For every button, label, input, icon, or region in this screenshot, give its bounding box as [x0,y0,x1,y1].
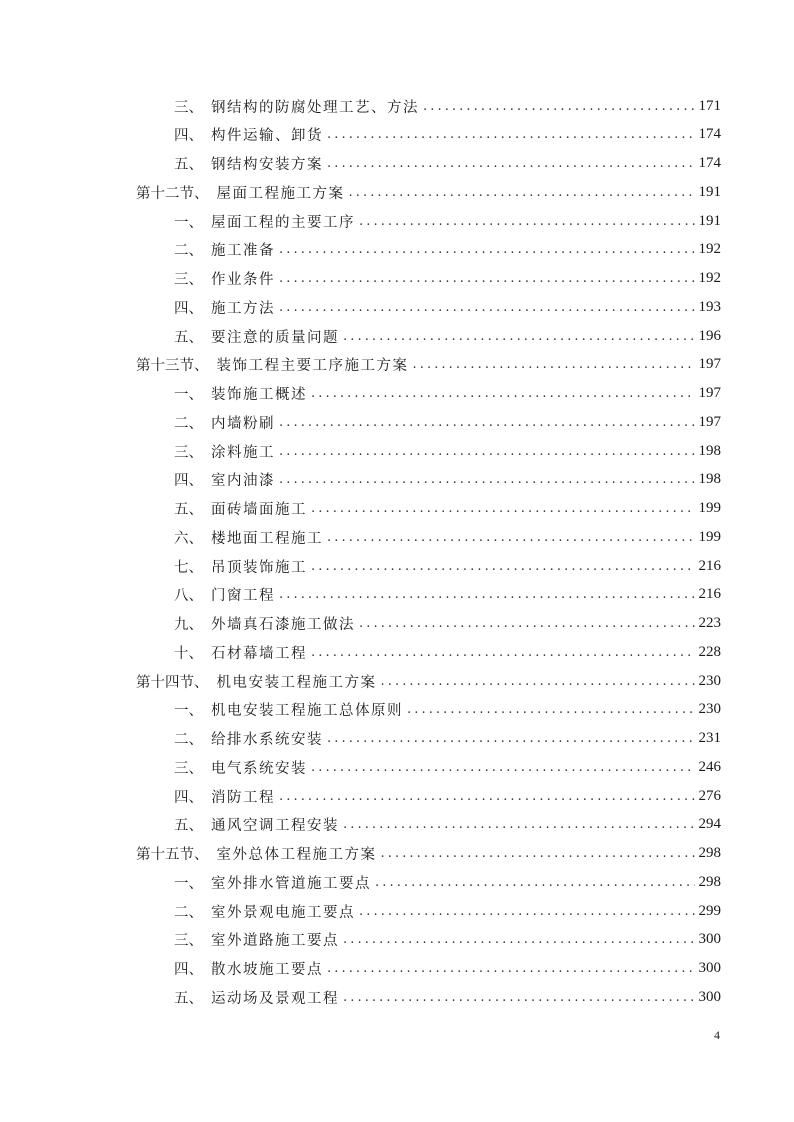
toc-entry-title: 通风空调工程安装 [211,818,339,835]
toc-entry-title: 要注意的质量问题 [211,329,339,346]
toc-entry-page: 230 [698,672,721,689]
dot-leader [279,472,695,487]
dot-leader [327,530,695,545]
toc-subsection-entry[interactable] [174,897,721,925]
toc-entry-number: 一、 [174,875,203,892]
toc-entry-title: 机电安装工程施工方案 [216,674,377,691]
toc-subsection-entry[interactable] [174,236,721,264]
toc-entry-page: 198 [698,442,721,459]
toc-entry-title: 楼地面工程施工 [211,530,323,547]
dot-leader [381,674,695,689]
toc-entry-page: 228 [698,643,721,660]
toc-entry-page: 223 [698,615,721,631]
toc-subsection-entry[interactable] [174,322,721,350]
toc-entry-title: 涂料施工 [211,444,275,461]
toc-entry-number: 三、 [174,444,203,461]
toc-entry-page: 171 [698,97,721,114]
toc-entry-number: 三、 [174,760,203,777]
toc-subsection-entry[interactable] [174,610,721,638]
toc-entry-number: 一、 [174,387,203,403]
toc-subsection-entry[interactable] [174,782,721,810]
toc-entry-title: 施工准备 [211,243,275,260]
dot-leader [279,444,695,459]
toc-entry-number: 八、 [174,588,203,605]
toc-entry-page: 230 [698,701,721,718]
toc-entry-title: 屋面工程的主要工序 [211,214,355,231]
dot-leader [359,616,695,631]
toc-entry-title: 屋面工程施工方案 [216,185,345,202]
toc-entry-title: 给排水系统安装 [211,732,323,748]
toc-entry-number: 五、 [174,502,203,518]
toc-subsection-entry[interactable] [174,495,721,523]
toc-entry-page: 300 [698,988,721,1005]
toc-entry-title: 外墙真石漆施工做法 [211,617,355,633]
toc-entry-title: 吊顶装饰施工 [211,559,307,576]
toc-entry-title: 钢结构的防腐处理工艺、方法 [211,99,419,116]
toc-entry-page: 216 [698,557,721,574]
toc-entry-number: 一、 [174,703,203,720]
toc-entry-number: 三、 [174,933,203,950]
dot-leader [407,702,695,717]
toc-subsection-entry[interactable] [174,983,721,1011]
toc-subsection-entry[interactable] [174,92,721,120]
toc-subsection-entry[interactable] [174,265,721,293]
toc-entry-title: 施工方法 [211,300,275,317]
toc-subsection-entry[interactable] [174,150,721,178]
toc-entry-page: 298 [698,873,721,890]
toc-entry-page: 198 [698,471,721,488]
toc-entry-page: 193 [698,298,721,315]
toc-subsection-entry[interactable] [174,552,721,580]
toc-entry-title: 室外景观电施工要点 [211,904,355,921]
dot-leader [343,990,695,1005]
dot-leader [349,185,695,200]
toc-subsection-entry[interactable] [174,581,721,609]
toc-entry-page: 199 [698,528,721,545]
page-number: 4 [714,1028,720,1042]
dot-leader [413,357,695,372]
toc-section-entry[interactable] [136,840,721,868]
toc-entry-number: 五、 [174,329,203,346]
dot-leader [311,386,695,401]
toc-entry-number: 二、 [174,904,203,921]
dot-leader [279,789,695,804]
toc-subsection-entry[interactable] [174,121,721,149]
dot-leader [327,127,695,142]
toc-section-entry[interactable] [136,351,721,379]
toc-entry-number: 九、 [174,617,203,633]
dot-leader [279,587,695,602]
toc-entry-number: 六、 [174,530,203,547]
toc-entry-title: 室外排水管道施工要点 [211,875,371,892]
toc-entry-page: 294 [698,816,721,833]
toc-entry-number: 三、 [174,272,203,288]
toc-entry-title: 消防工程 [211,789,275,806]
dot-leader [327,961,695,976]
dot-leader [311,760,695,775]
toc-entry-number: 二、 [174,415,203,432]
toc-subsection-entry[interactable] [174,638,721,666]
toc-entry-title: 运动场及景观工程 [211,990,339,1007]
toc-entry-title: 门窗工程 [211,588,275,605]
dot-leader [311,645,695,660]
toc-entry-title: 电气系统安装 [211,760,307,777]
toc-entry-title: 构件运输、卸货 [211,128,323,145]
toc-entry-number: 二、 [174,243,203,260]
toc-subsection-entry[interactable] [174,380,721,408]
toc-entry-number: 第十二节、 [136,185,209,202]
toc-entry-page: 191 [698,183,721,200]
toc-entry-number: 四、 [174,300,203,317]
dot-leader [279,271,695,286]
dot-leader [327,156,695,171]
toc-entry-page: 299 [698,902,721,919]
toc-entry-page: 197 [698,385,721,401]
toc-entry-page: 300 [698,960,721,976]
toc-entry-number: 七、 [174,559,203,576]
dot-leader [279,415,695,430]
toc-entry-number: 二、 [174,732,203,748]
dot-leader [359,214,695,229]
toc-entry-page: 298 [698,845,721,861]
toc-entry-page: 231 [698,730,721,746]
toc-entry-page: 174 [698,155,721,171]
toc-subsection-entry[interactable] [174,955,721,983]
toc-entry-page: 191 [698,212,721,229]
toc-entry-page: 192 [698,241,721,258]
toc-entry-title: 室外道路施工要点 [211,933,339,950]
toc-subsection-entry[interactable] [174,926,721,954]
toc-entry-title: 钢结构安装方案 [211,157,323,173]
toc-entry-number: 第十五节、 [136,847,209,863]
toc-entry-page: 174 [698,126,721,143]
toc-entry-title: 散水坡施工要点 [211,962,323,978]
dot-leader [381,846,695,861]
toc-entry-title: 装饰工程主要工序施工方案 [216,358,409,375]
toc-entry-title: 室外总体工程施工方案 [216,847,377,863]
toc-entry-page: 246 [698,758,721,775]
toc-entry-number: 第十四节、 [136,674,209,691]
toc-subsection-entry[interactable] [174,408,721,436]
toc-entry-page: 300 [698,931,721,948]
dot-leader [423,99,695,114]
toc-entry-number: 五、 [174,157,203,173]
toc-entry-page: 197 [698,413,721,430]
toc-entry-title: 装饰施工概述 [211,387,307,403]
toc-entry-number: 四、 [174,789,203,806]
toc-subsection-entry[interactable] [174,696,721,724]
toc-entry-page: 192 [698,270,721,286]
toc-entry-title: 室内油漆 [211,473,275,490]
toc-subsection-entry[interactable] [174,523,721,551]
toc-entry-number: 十、 [174,645,203,662]
toc-entry-page: 276 [698,787,721,804]
dot-leader [359,904,695,919]
dot-leader [311,501,695,516]
toc-entry-title: 机电安装工程施工总体原则 [211,703,403,720]
toc-entry-title: 石材幕墙工程 [211,645,307,662]
toc-subsection-entry[interactable] [174,753,721,781]
toc-entry-title: 面砖墙面施工 [211,502,307,518]
toc-section-entry[interactable] [136,178,721,206]
toc-subsection-entry[interactable] [174,207,721,235]
toc-entry-page: 199 [698,500,721,516]
dot-leader [343,329,695,344]
dot-leader [279,242,695,257]
dot-leader [375,875,695,890]
toc-subsection-entry[interactable] [174,868,721,896]
dot-leader [343,817,695,832]
toc-entry-number: 四、 [174,128,203,145]
toc-entry-number: 五、 [174,990,203,1007]
toc-section-entry[interactable] [136,667,721,695]
toc-entry-number: 一、 [174,214,203,231]
dot-leader [327,731,695,746]
toc-entry-number: 五、 [174,818,203,835]
toc-entry-number: 第十三节、 [136,358,209,375]
dot-leader [279,300,695,315]
toc-subsection-entry[interactable] [174,811,721,839]
toc-entry-page: 216 [698,586,721,603]
toc-entry-title: 内墙粉刷 [211,415,275,432]
toc-entry-number: 四、 [174,473,203,490]
toc-entry-page: 197 [698,356,721,373]
toc-subsection-entry[interactable] [174,437,721,465]
toc-subsection-entry[interactable] [174,293,721,321]
dot-leader [311,559,695,574]
toc-entry-number: 四、 [174,962,203,978]
toc-entry-title: 作业条件 [211,272,275,288]
dot-leader [343,932,695,947]
toc-subsection-entry[interactable] [174,466,721,494]
toc-entry-page: 196 [698,327,721,344]
toc-subsection-entry[interactable] [174,725,721,753]
toc-entry-number: 三、 [174,99,203,116]
